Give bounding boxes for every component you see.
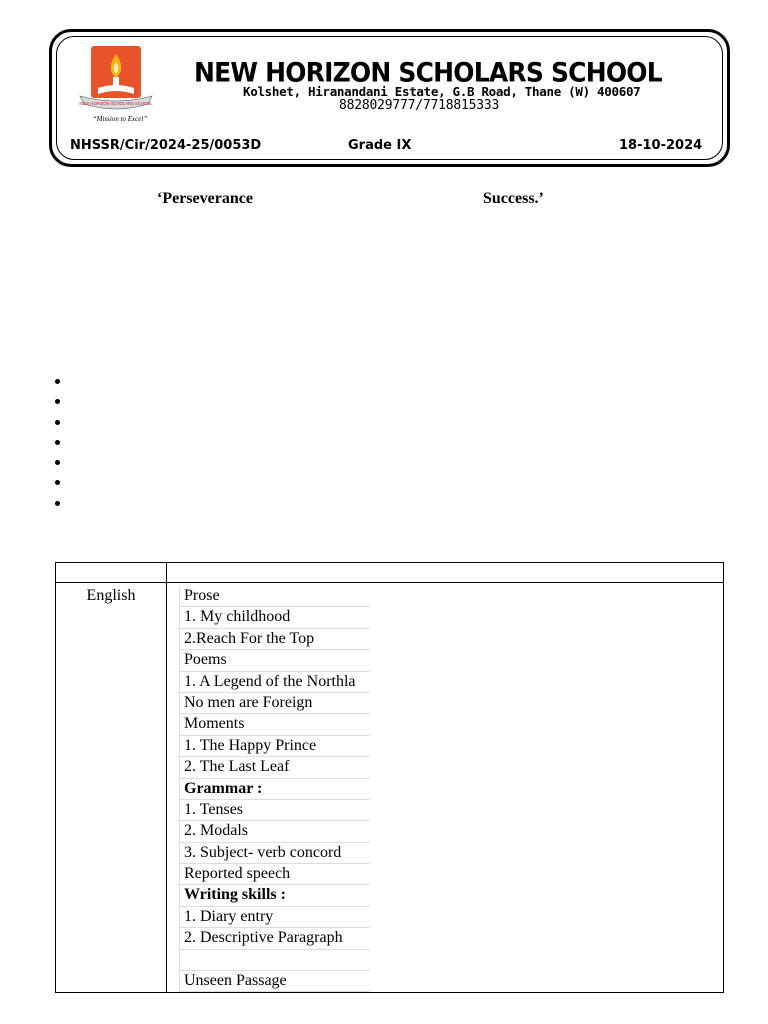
logo-motto: “Mission to Excel” xyxy=(92,115,148,123)
topic-item: Reported speech xyxy=(179,864,370,885)
bullet-item xyxy=(52,435,64,455)
table-header-cell-topics xyxy=(167,563,724,583)
topic-item: 1. Diary entry xyxy=(179,907,370,928)
topic-item: 2.Reach For the Top xyxy=(179,629,370,650)
topic-item: 1. The Happy Prince xyxy=(179,736,370,757)
bullet-list xyxy=(52,374,64,516)
topic-item: 1. My childhood xyxy=(179,607,370,628)
topic-item: Unseen Passage xyxy=(179,971,370,992)
topic-item xyxy=(179,950,370,971)
school-name: NEW HORIZON SCHOLARS SCHOOL xyxy=(194,57,662,88)
topic-item: 2. The Last Leaf xyxy=(179,757,370,778)
bullet-item xyxy=(52,394,64,414)
school-address: Kolshet, Hiranandani Estate, G.B Road, Thane (W) 400607 xyxy=(243,84,641,99)
table-row xyxy=(56,583,724,993)
topic-item: 3. Subject- verb concord xyxy=(179,843,370,864)
topic-item: Prose xyxy=(179,586,370,607)
quote-end: Success.’ xyxy=(483,190,544,207)
topic-list xyxy=(179,586,370,992)
topic-item: Grammar : xyxy=(179,779,370,800)
bullet-item xyxy=(52,374,64,394)
letterhead xyxy=(49,29,730,167)
topic-item: No men are Foreign xyxy=(179,693,370,714)
circular-date: 18-10-2024 xyxy=(619,138,703,153)
topic-item: 2. Modals xyxy=(179,821,370,842)
bullet-item xyxy=(52,415,64,435)
logo-banner-text: NEW HORIZON SCHOLARS SCHOOL xyxy=(79,101,153,106)
subject-cell: English xyxy=(56,583,167,993)
topic-item: Moments xyxy=(179,714,370,735)
topic-item: 1. A Legend of the Northla xyxy=(179,672,370,693)
syllabus-table xyxy=(55,562,724,993)
circular-reference: NHSSR/Cir/2024-25/0053D xyxy=(70,138,262,153)
quote-start: ‘Perseverance xyxy=(157,190,253,207)
table-header-row xyxy=(56,563,724,583)
topic-item: Writing skills : xyxy=(179,885,370,906)
grade-label: Grade IX xyxy=(348,138,412,153)
school-phone: 8828029777/7718815333 xyxy=(339,98,500,113)
bullet-item xyxy=(52,475,64,495)
school-logo xyxy=(76,44,156,120)
table-header-cell-subject xyxy=(56,563,167,583)
topics-cell xyxy=(167,583,724,993)
topic-item: 1. Tenses xyxy=(179,800,370,821)
topic-item: Poems xyxy=(179,650,370,671)
bullet-item xyxy=(52,496,64,516)
bullet-item xyxy=(52,455,64,475)
topic-item: 2. Descriptive Paragraph xyxy=(179,928,370,949)
